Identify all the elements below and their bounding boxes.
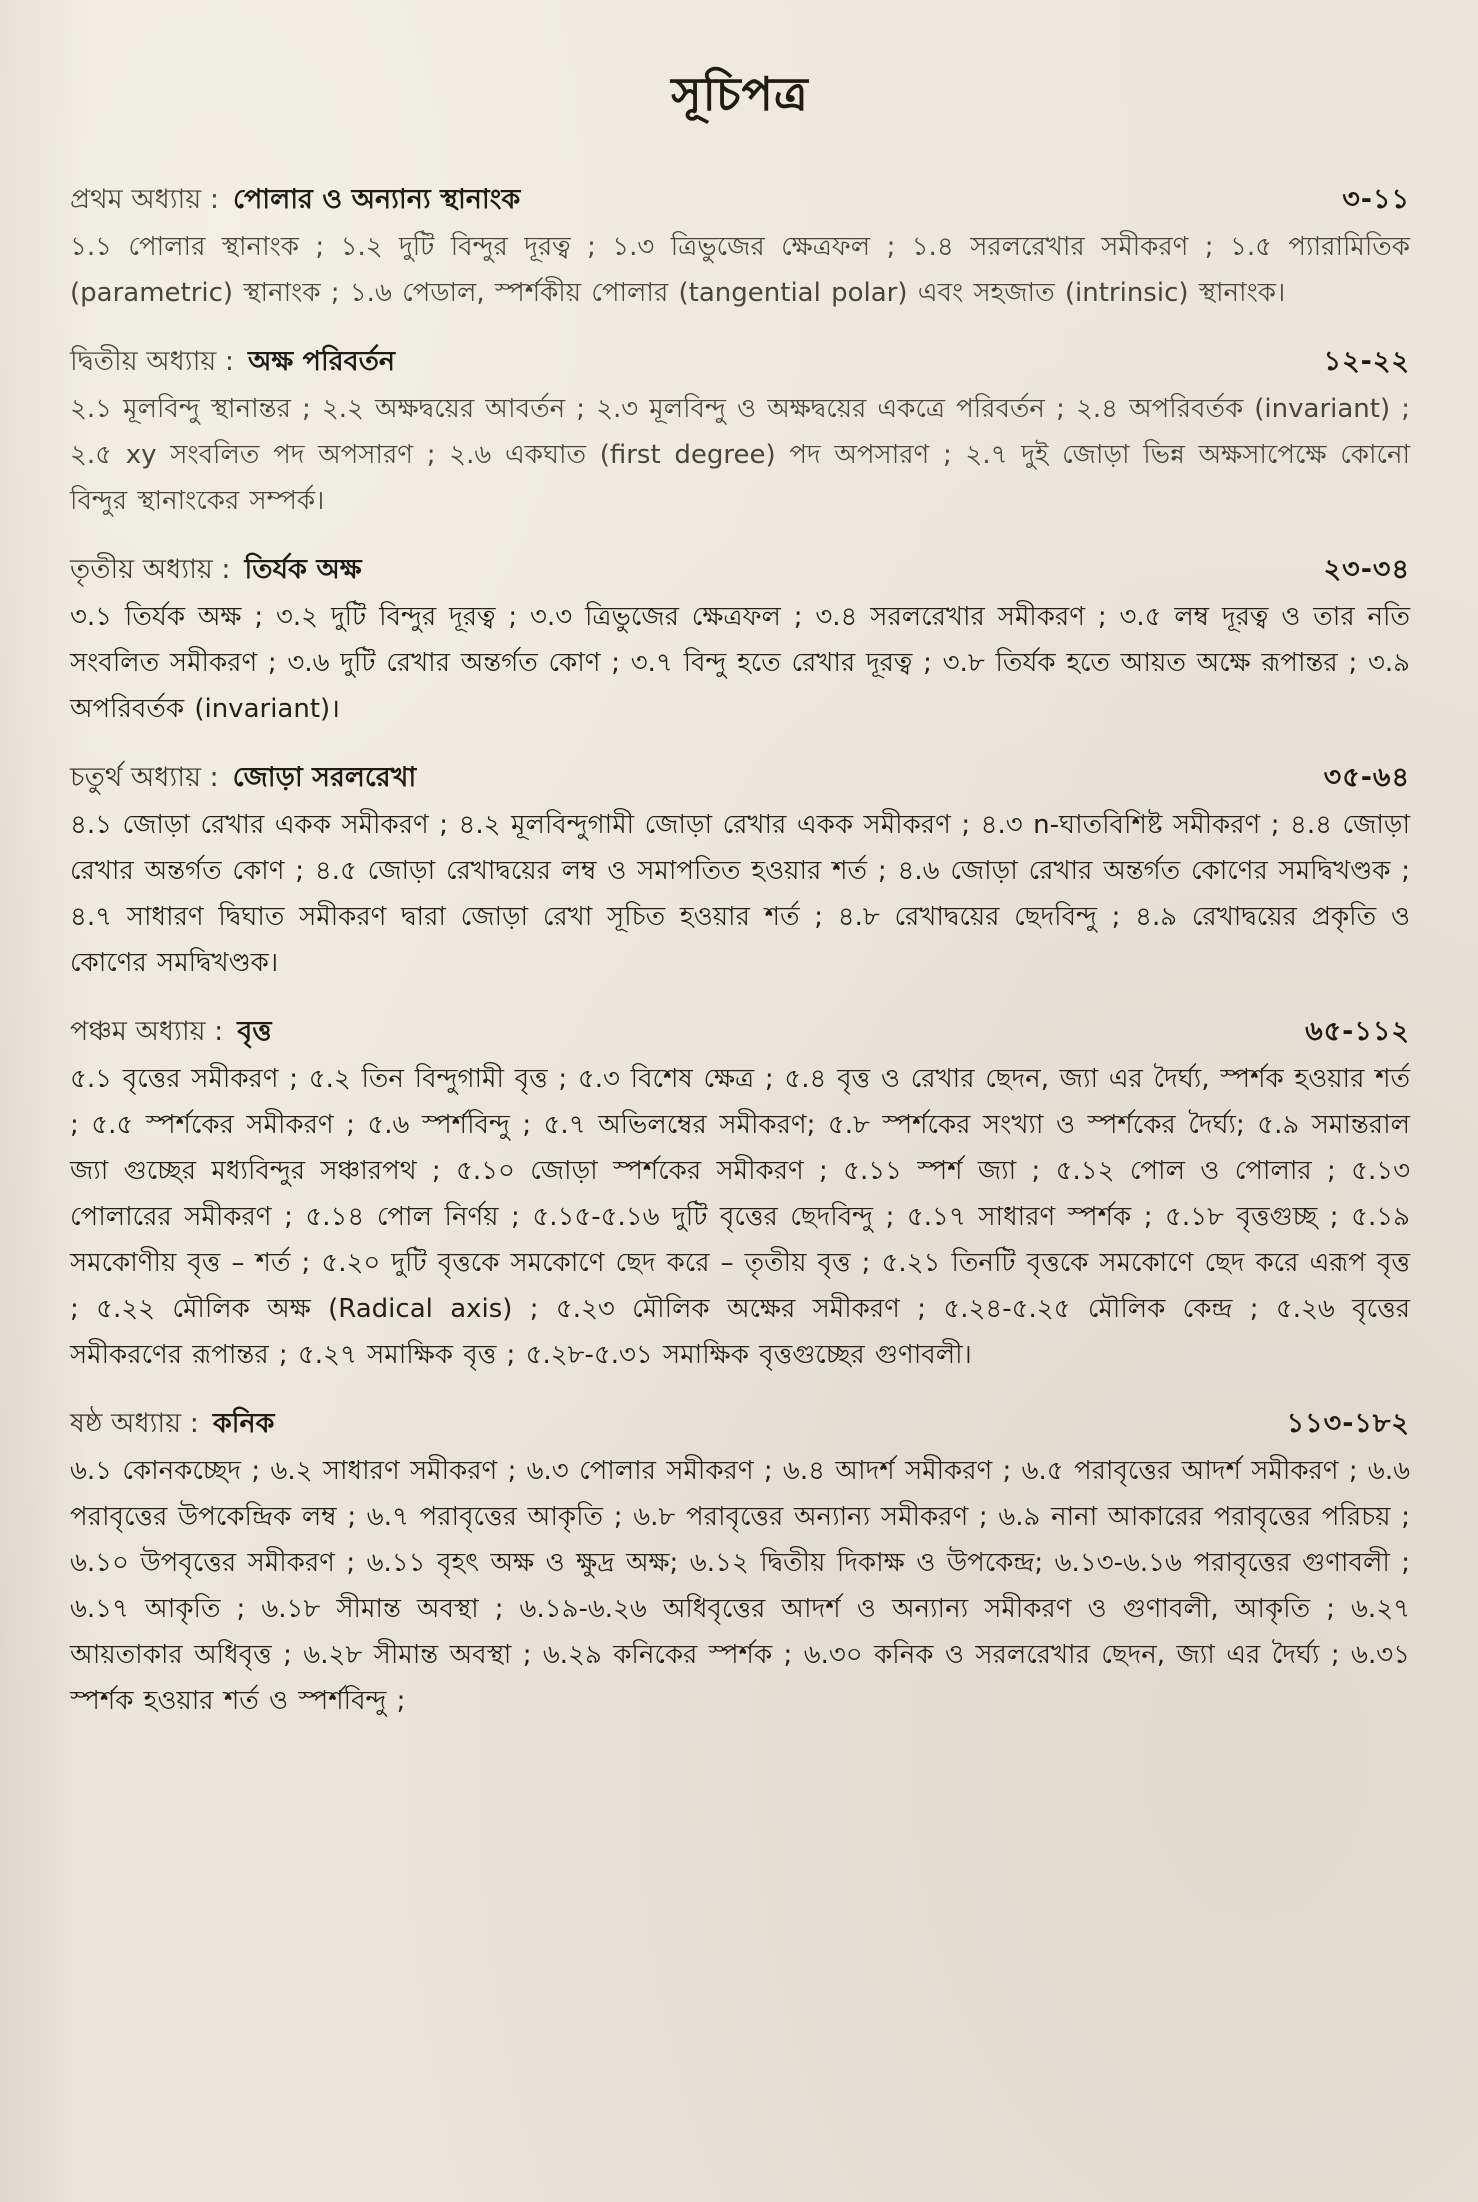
chapter-name: জোড়া সরলরেখা <box>232 762 417 793</box>
chapter-page-range: ৬৫-১১২ <box>1305 1016 1410 1047</box>
chapter-label: প্রথম অধ্যায় : <box>70 184 219 215</box>
chapter-name: কনিক <box>212 1408 275 1439</box>
chapter-contents: ৬.১ কোনকচ্ছেদ ; ৬.২ সাধারণ সমীকরণ ; ৬.৩ পোলার সমীকরণ ; ৬.৪ আদর্শ সমীকরণ ; ৬.৫ পরাবৃত্তের আদর্শ সমীকরণ ; ৬.৬ পরাবৃত্তের উপকেন্দ্রিক লম্ব ; ৬.৭ পরাবৃত্তের আকৃতি ; ৬.৮ পরাবৃত্তের অন্যান্য সমীকরণ ; ৬.৯ নানা আকারের পরাবৃত্তের পরিচয় ; ৬.১০ উপবৃত্তের সমীকরণ ; ৬.১১ বৃহৎ অক্ষ ও ক্ষুদ্র অক্ষ; ৬.১২ দ্বিতীয় দিকাক্ষ ও উপকেন্দ্র; ৬.১৩-৬.১৬ পরাবৃত্তের গুণাবলী ; ৬.১৭ আকৃতি ; ৬.১৮ সীমান্ত অবস্থা ; ৬.১৯-৬.২৬ অধিবৃত্তের আদর্শ ও অন্যান্য সমীকরণ ও গুণাবলী, আকৃতি ; ৬.২৭ আয়তাকার অধিবৃত্ত ; ৬.২৮ সীমান্ত অবস্থা ; ৬.২৯ কনিকের স্পর্শক ; ৬.৩০ কনিক ও সরলরেখার ছেদন, জ্যা এর দৈর্ঘ্য ; ৬.৩১ স্পর্শক হওয়ার শর্ত ও স্পর্শবিন্দু ; <box>70 1456 1410 1716</box>
page-title: সূচিপত্র <box>671 67 809 121</box>
chapter-3 <box>70 550 1410 732</box>
chapter-4 <box>70 758 1410 986</box>
chapter-heading <box>70 550 1410 590</box>
chapter-name: বৃত্ত <box>237 1016 272 1047</box>
chapter-contents: ১.১ পোলার স্থানাংক ; ১.২ দুটি বিন্দুর দূরত্ব ; ১.৩ ত্রিভুজের ক্ষেত্রফল ; ১.৪ সরলরেখার সমীকরণ ; ১.৫ প্যারামিতিক (parametric) স্থানাংক ; ১.৬ পেডাল, স্পর্শকীয় পোলার (tangential polar) এবং সহজাত (intrinsic) স্থানাংক। <box>70 232 1410 308</box>
chapter-label: পঞ্চম অধ্যায় : <box>70 1016 224 1047</box>
chapter-label: চতুর্থ অধ্যায় : <box>70 762 219 793</box>
chapter-label: তৃতীয় অধ্যায় : <box>70 554 231 585</box>
chapter-name: অক্ষ পরিবর্তন <box>248 346 395 377</box>
chapter-page-range: ২৩-৩৪ <box>1323 554 1410 585</box>
chapter-6 <box>70 1404 1410 1724</box>
chapter-name: পোলার ও অন্যান্য স্থানাংক <box>232 184 521 215</box>
chapter-label: দ্বিতীয় অধ্যায় : <box>70 346 235 377</box>
chapter-contents: ২.১ মূলবিন্দু স্থানান্তর ; ২.২ অক্ষদ্বয়ের আবর্তন ; ২.৩ মূলবিন্দু ও অক্ষদ্বয়ের একত্রে পরিবর্তন ; ২.৪ অপরিবর্তক (invariant) ; ২.৫ xy সংবলিত পদ অপসারণ ; ২.৬ একঘাত (first degree) পদ অপসারণ ; ২.৭ দুই জোড়া ভিন্ন অক্ষসাপেক্ষে কোনো বিন্দুর স্থানাংকের সম্পর্ক। <box>70 394 1410 516</box>
chapter-contents: ৩.১ তির্যক অক্ষ ; ৩.২ দুটি বিন্দুর দূরত্ব ; ৩.৩ ত্রিভুজের ক্ষেত্রফল ; ৩.৪ সরলরেখার সমীকরণ ; ৩.৫ লম্ব দূরত্ব ও তার নতি সংবলিত সমীকরণ ; ৩.৬ দুটি রেখার অন্তর্গত কোণ ; ৩.৭ বিন্দু হতে রেখার দূরত্ব ; ৩.৮ তির্যক হতে আয়ত অক্ষে রূপান্তর ; ৩.৯ অপরিবর্তক (invariant)। <box>70 602 1410 724</box>
contents-page <box>70 60 1410 1750</box>
chapter-heading <box>70 758 1410 798</box>
chapter-page-range: ৩-১১ <box>1342 184 1410 215</box>
chapter-heading <box>70 342 1410 382</box>
chapter-contents: ৪.১ জোড়া রেখার একক সমীকরণ ; ৪.২ মূলবিন্দুগামী জোড়া রেখার একক সমীকরণ ; ৪.৩ n-ঘাতবিশিষ্ট সমীকরণ ; ৪.৪ জোড়া রেখার অন্তর্গত কোণ ; ৪.৫ জোড়া রেখাদ্বয়ের লম্ব ও সমাপতিত হওয়ার শর্ত ; ৪.৬ জোড়া রেখার অন্তর্গত কোণের সমদ্বিখণ্ডক ; ৪.৭ সাধারণ দ্বিঘাত সমীকরণ দ্বারা জোড়া রেখা সূচিত হওয়ার শর্ত ; ৪.৮ রেখাদ্বয়ের ছেদবিন্দু ; ৪.৯ রেখাদ্বয়ের প্রকৃতি ও কোণের সমদ্বিখণ্ডক। <box>70 810 1410 978</box>
chapter-page-range: ৩৫-৬৪ <box>1323 762 1410 793</box>
chapter-2 <box>70 342 1410 524</box>
chapter-label: ষষ্ঠ অধ্যায় : <box>70 1408 199 1439</box>
chapter-heading <box>70 1404 1410 1444</box>
chapter-contents: ৫.১ বৃত্তের সমীকরণ ; ৫.২ তিন বিন্দুগামী বৃত্ত ; ৫.৩ বিশেষ ক্ষেত্র ; ৫.৪ বৃত্ত ও রেখার ছেদন, জ্যা এর দৈর্ঘ্য, স্পর্শক হওয়ার শর্ত ; ৫.৫ স্পর্শকের সমীকরণ ; ৫.৬ স্পর্শবিন্দু ; ৫.৭ অভিলম্বের সমীকরণ; ৫.৮ স্পর্শকের সংখ্যা ও স্পর্শকের দৈর্ঘ্য; ৫.৯ সমান্তরাল জ্যা গুচ্ছের মধ্যবিন্দুর সঞ্চারপথ ; ৫.১০ জোড়া স্পর্শকের সমীকরণ ; ৫.১১ স্পর্শ জ্যা ; ৫.১২ পোল ও পোলার ; ৫.১৩ পোলারের সমীকরণ ; ৫.১৪ পোল নির্ণয় ; ৫.১৫-৫.১৬ দুটি বৃত্তের ছেদবিন্দু ; ৫.১৭ সাধারণ স্পর্শক ; ৫.১৮ বৃত্তগুচ্ছ ; ৫.১৯ সমকোণীয় বৃত্ত – শর্ত ; ৫.২০ দুটি বৃত্তকে সমকোণে ছেদ করে – তৃতীয় বৃত্ত ; ৫.২১ তিনটি বৃত্তকে সমকোণে ছেদ করে এরূপ বৃত্ত ; ৫.২২ মৌলিক অক্ষ (Radical axis) ; ৫.২৩ মৌলিক অক্ষের সমীকরণ ; ৫.২৪-৫.২৫ মৌলিক কেন্দ্র ; ৫.২৬ বৃত্তের সমীকরণের রূপান্তর ; ৫.২৭ সমাক্ষিক বৃত্ত ; ৫.২৮-৫.৩১ সমাক্ষিক বৃত্তগুচ্ছের গুণাবলী। <box>70 1064 1410 1370</box>
chapter-page-range: ১১৩-১৮২ <box>1286 1408 1410 1439</box>
chapter-page-range: ১২-২২ <box>1323 346 1410 377</box>
chapter-5 <box>70 1012 1410 1378</box>
chapter-1 <box>70 180 1410 316</box>
chapter-name: তির্যক অক্ষ <box>244 554 362 585</box>
chapter-heading <box>70 180 1410 220</box>
chapter-heading <box>70 1012 1410 1052</box>
